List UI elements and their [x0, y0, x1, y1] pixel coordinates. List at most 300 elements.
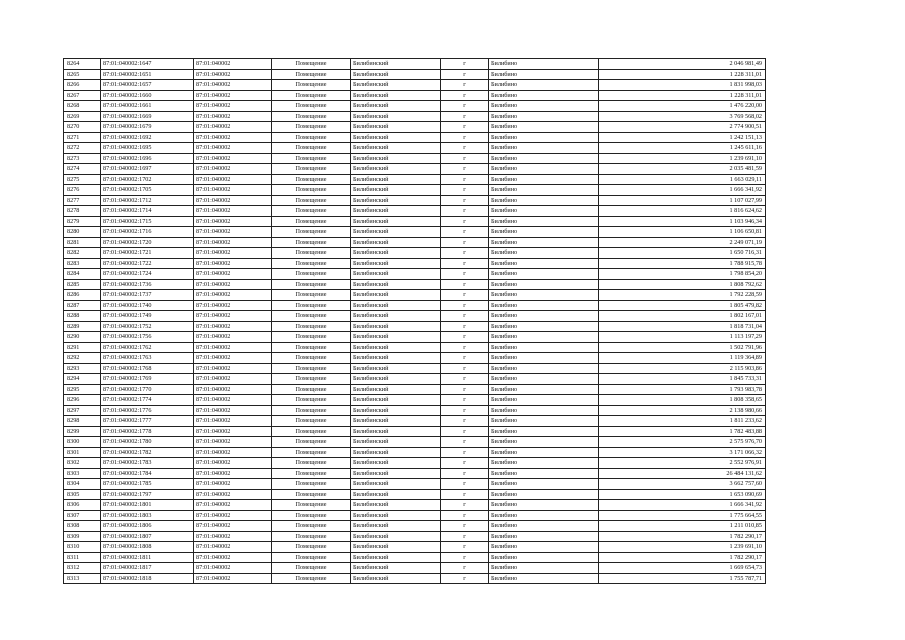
cadastral-number-cell: 87:01:040002:1806	[101, 521, 194, 532]
settlement-name-cell: Билибино	[489, 479, 599, 490]
cadastral-number-cell: 87:01:040002:1780	[101, 437, 194, 448]
cadastral-value-cell: 1 239 691,10	[599, 153, 766, 164]
cadastral-number-cell: 87:01:040002:1752	[101, 321, 194, 332]
row-number-cell: 8288	[64, 311, 101, 322]
object-type-cell: Помещение	[272, 69, 351, 80]
row-number-cell: 8299	[64, 426, 101, 437]
cadastral-quarter-cell: 87:01:040002	[194, 258, 272, 269]
object-type-cell: Помещение	[272, 342, 351, 353]
district-cell: Билибинский	[351, 405, 441, 416]
table-row	[64, 447, 766, 458]
cadastral-quarter-cell: 87:01:040002	[194, 332, 272, 343]
settlement-name-cell: Билибино	[489, 132, 599, 143]
district-cell: Билибинский	[351, 353, 441, 364]
settlement-type-cell: г	[441, 405, 489, 416]
cadastral-number-cell: 87:01:040002:1712	[101, 195, 194, 206]
settlement-type-cell: г	[441, 531, 489, 542]
table-row	[64, 248, 766, 259]
district-cell: Билибинский	[351, 185, 441, 196]
cadastral-value-cell: 1 811 233,62	[599, 416, 766, 427]
cadastral-quarter-cell: 87:01:040002	[194, 279, 272, 290]
object-type-cell: Помещение	[272, 185, 351, 196]
cadastral-quarter-cell: 87:01:040002	[194, 164, 272, 175]
table-row	[64, 164, 766, 175]
settlement-type-cell: г	[441, 258, 489, 269]
district-cell: Билибинский	[351, 416, 441, 427]
settlement-name-cell: Билибино	[489, 101, 599, 112]
cadastral-quarter-cell: 87:01:040002	[194, 447, 272, 458]
row-number-cell: 8280	[64, 227, 101, 238]
object-type-cell: Помещение	[272, 468, 351, 479]
cadastral-number-cell: 87:01:040002:1756	[101, 332, 194, 343]
settlement-type-cell: г	[441, 510, 489, 521]
settlement-type-cell: г	[441, 447, 489, 458]
table-row	[64, 332, 766, 343]
cadastral-value-cell: 1 650 716,31	[599, 248, 766, 259]
cadastral-number-cell: 87:01:040002:1737	[101, 290, 194, 301]
cadastral-quarter-cell: 87:01:040002	[194, 227, 272, 238]
settlement-type-cell: г	[441, 143, 489, 154]
district-cell: Билибинский	[351, 122, 441, 133]
cadastral-value-cell: 2 035 481,59	[599, 164, 766, 175]
district-cell: Билибинский	[351, 290, 441, 301]
row-number-cell: 8284	[64, 269, 101, 280]
district-cell: Билибинский	[351, 132, 441, 143]
cadastral-number-cell: 87:01:040002:1657	[101, 80, 194, 91]
settlement-name-cell: Билибино	[489, 573, 599, 584]
cadastral-value-cell: 1 239 691,10	[599, 542, 766, 553]
cadastral-quarter-cell: 87:01:040002	[194, 80, 272, 91]
row-number-cell: 8270	[64, 122, 101, 133]
district-cell: Билибинский	[351, 311, 441, 322]
table-row	[64, 521, 766, 532]
district-cell: Билибинский	[351, 521, 441, 532]
object-type-cell: Помещение	[272, 300, 351, 311]
settlement-type-cell: г	[441, 153, 489, 164]
table-row	[64, 353, 766, 364]
row-number-cell: 8300	[64, 437, 101, 448]
object-type-cell: Помещение	[272, 258, 351, 269]
table-row	[64, 500, 766, 511]
settlement-type-cell: г	[441, 311, 489, 322]
settlement-name-cell: Билибино	[489, 269, 599, 280]
row-number-cell: 8281	[64, 237, 101, 248]
settlement-type-cell: г	[441, 195, 489, 206]
settlement-type-cell: г	[441, 300, 489, 311]
settlement-name-cell: Билибино	[489, 531, 599, 542]
table-row	[64, 510, 766, 521]
table-row	[64, 552, 766, 563]
cadastral-number-cell: 87:01:040002:1785	[101, 479, 194, 490]
object-type-cell: Помещение	[272, 395, 351, 406]
settlement-name-cell: Билибино	[489, 542, 599, 553]
table-row	[64, 542, 766, 553]
table-row	[64, 416, 766, 427]
cadastral-quarter-cell: 87:01:040002	[194, 101, 272, 112]
district-cell: Билибинский	[351, 510, 441, 521]
cadastral-number-cell: 87:01:040002:1692	[101, 132, 194, 143]
district-cell: Билибинский	[351, 531, 441, 542]
cadastral-quarter-cell: 87:01:040002	[194, 69, 272, 80]
table-row	[64, 258, 766, 269]
district-cell: Билибинский	[351, 426, 441, 437]
object-type-cell: Помещение	[272, 573, 351, 584]
table-row	[64, 216, 766, 227]
object-type-cell: Помещение	[272, 216, 351, 227]
object-type-cell: Помещение	[272, 447, 351, 458]
cadastral-value-cell: 1 242 151,13	[599, 132, 766, 143]
cadastral-quarter-cell: 87:01:040002	[194, 311, 272, 322]
cadastral-number-cell: 87:01:040002:1811	[101, 552, 194, 563]
settlement-type-cell: г	[441, 437, 489, 448]
row-number-cell: 8279	[64, 216, 101, 227]
cadastral-value-cell: 1 669 654,73	[599, 563, 766, 574]
settlement-name-cell: Билибино	[489, 447, 599, 458]
settlement-type-cell: г	[441, 332, 489, 343]
table-row	[64, 489, 766, 500]
table-row	[64, 101, 766, 112]
row-number-cell: 8278	[64, 206, 101, 217]
row-number-cell: 8295	[64, 384, 101, 395]
cadastral-quarter-cell: 87:01:040002	[194, 374, 272, 385]
settlement-name-cell: Билибино	[489, 69, 599, 80]
settlement-type-cell: г	[441, 468, 489, 479]
settlement-type-cell: г	[441, 384, 489, 395]
district-cell: Билибинский	[351, 216, 441, 227]
row-number-cell: 8282	[64, 248, 101, 259]
cadastral-quarter-cell: 87:01:040002	[194, 521, 272, 532]
cadastral-value-cell: 2 575 976,70	[599, 437, 766, 448]
object-type-cell: Помещение	[272, 332, 351, 343]
settlement-name-cell: Билибино	[489, 395, 599, 406]
object-type-cell: Помещение	[272, 143, 351, 154]
cadastral-number-cell: 87:01:040002:1705	[101, 185, 194, 196]
cadastral-number-cell: 87:01:040002:1720	[101, 237, 194, 248]
object-type-cell: Помещение	[272, 321, 351, 332]
cadastral-number-cell: 87:01:040002:1716	[101, 227, 194, 238]
district-cell: Билибинский	[351, 174, 441, 185]
settlement-name-cell: Билибино	[489, 321, 599, 332]
table-row	[64, 563, 766, 574]
settlement-type-cell: г	[441, 321, 489, 332]
settlement-type-cell: г	[441, 90, 489, 101]
cadastral-quarter-cell: 87:01:040002	[194, 510, 272, 521]
district-cell: Билибинский	[351, 164, 441, 175]
district-cell: Билибинский	[351, 59, 441, 70]
cadastral-quarter-cell: 87:01:040002	[194, 59, 272, 70]
cadastral-number-cell: 87:01:040002:1702	[101, 174, 194, 185]
row-number-cell: 8265	[64, 69, 101, 80]
object-type-cell: Помещение	[272, 195, 351, 206]
table-row	[64, 342, 766, 353]
settlement-name-cell: Билибино	[489, 416, 599, 427]
settlement-type-cell: г	[441, 573, 489, 584]
cadastral-quarter-cell: 87:01:040002	[194, 395, 272, 406]
object-type-cell: Помещение	[272, 59, 351, 70]
table-row	[64, 300, 766, 311]
cadastral-value-cell: 1 793 983,78	[599, 384, 766, 395]
cadastral-value-cell: 1 228 311,01	[599, 90, 766, 101]
settlement-name-cell: Билибино	[489, 248, 599, 259]
cadastral-quarter-cell: 87:01:040002	[194, 542, 272, 553]
cadastral-value-cell: 1 798 854,20	[599, 269, 766, 280]
row-number-cell: 8268	[64, 101, 101, 112]
settlement-name-cell: Билибино	[489, 563, 599, 574]
cadastral-number-cell: 87:01:040002:1769	[101, 374, 194, 385]
settlement-type-cell: г	[441, 458, 489, 469]
settlement-name-cell: Билибино	[489, 290, 599, 301]
table-row	[64, 90, 766, 101]
cadastral-number-cell: 87:01:040002:1776	[101, 405, 194, 416]
row-number-cell: 8285	[64, 279, 101, 290]
cadastral-quarter-cell: 87:01:040002	[194, 153, 272, 164]
district-cell: Билибинский	[351, 111, 441, 122]
cadastral-number-cell: 87:01:040002:1722	[101, 258, 194, 269]
district-cell: Билибинский	[351, 237, 441, 248]
settlement-name-cell: Билибино	[489, 153, 599, 164]
row-number-cell: 8301	[64, 447, 101, 458]
table-row	[64, 479, 766, 490]
row-number-cell: 8303	[64, 468, 101, 479]
table-row	[64, 269, 766, 280]
settlement-name-cell: Билибино	[489, 300, 599, 311]
cadastral-value-cell: 1 818 731,04	[599, 321, 766, 332]
settlement-type-cell: г	[441, 216, 489, 227]
district-cell: Билибинский	[351, 489, 441, 500]
cadastral-value-cell: 1 113 197,29	[599, 332, 766, 343]
table-row	[64, 458, 766, 469]
table-row	[64, 321, 766, 332]
cadastral-value-cell: 1 119 364,89	[599, 353, 766, 364]
district-cell: Билибинский	[351, 458, 441, 469]
object-type-cell: Помещение	[272, 458, 351, 469]
cadastral-quarter-cell: 87:01:040002	[194, 468, 272, 479]
district-cell: Билибинский	[351, 69, 441, 80]
settlement-name-cell: Билибино	[489, 143, 599, 154]
cadastral-number-cell: 87:01:040002:1762	[101, 342, 194, 353]
cadastral-value-cell: 1 782 483,88	[599, 426, 766, 437]
table-row	[64, 573, 766, 584]
table-row	[64, 363, 766, 374]
object-type-cell: Помещение	[272, 405, 351, 416]
cadastral-value-cell: 1 808 792,62	[599, 279, 766, 290]
district-cell: Билибинский	[351, 437, 441, 448]
settlement-type-cell: г	[441, 101, 489, 112]
cadastral-quarter-cell: 87:01:040002	[194, 290, 272, 301]
cadastral-number-cell: 87:01:040002:1721	[101, 248, 194, 259]
table-row	[64, 132, 766, 143]
cadastral-value-cell: 1 666 341,92	[599, 500, 766, 511]
object-type-cell: Помещение	[272, 437, 351, 448]
object-type-cell: Помещение	[272, 479, 351, 490]
cadastral-quarter-cell: 87:01:040002	[194, 353, 272, 364]
settlement-name-cell: Билибино	[489, 311, 599, 322]
object-type-cell: Помещение	[272, 227, 351, 238]
object-type-cell: Помещение	[272, 153, 351, 164]
cadastral-value-cell: 2 138 980,66	[599, 405, 766, 416]
cadastral-quarter-cell: 87:01:040002	[194, 248, 272, 259]
cadastral-value-cell: 2 249 071,19	[599, 237, 766, 248]
table-row	[64, 279, 766, 290]
cadastral-value-cell: 1 775 664,55	[599, 510, 766, 521]
row-number-cell: 8283	[64, 258, 101, 269]
object-type-cell: Помещение	[272, 426, 351, 437]
row-number-cell: 8267	[64, 90, 101, 101]
row-number-cell: 8277	[64, 195, 101, 206]
table-row	[64, 468, 766, 479]
cadastral-quarter-cell: 87:01:040002	[194, 111, 272, 122]
cadastral-value-cell: 1 245 611,16	[599, 143, 766, 154]
cadastral-value-cell: 1 845 733,31	[599, 374, 766, 385]
row-number-cell: 8304	[64, 479, 101, 490]
row-number-cell: 8286	[64, 290, 101, 301]
cadastral-quarter-cell: 87:01:040002	[194, 489, 272, 500]
object-type-cell: Помещение	[272, 563, 351, 574]
settlement-name-cell: Билибино	[489, 437, 599, 448]
settlement-name-cell: Билибино	[489, 185, 599, 196]
table-row	[64, 384, 766, 395]
district-cell: Билибинский	[351, 258, 441, 269]
settlement-type-cell: г	[441, 122, 489, 133]
document-page	[63, 58, 766, 584]
cadastral-number-cell: 87:01:040002:1740	[101, 300, 194, 311]
settlement-type-cell: г	[441, 479, 489, 490]
object-type-cell: Помещение	[272, 290, 351, 301]
cadastral-quarter-cell: 87:01:040002	[194, 563, 272, 574]
cadastral-number-cell: 87:01:040002:1660	[101, 90, 194, 101]
district-cell: Билибинский	[351, 468, 441, 479]
table-row	[64, 174, 766, 185]
district-cell: Билибинский	[351, 374, 441, 385]
object-type-cell: Помещение	[272, 164, 351, 175]
settlement-type-cell: г	[441, 174, 489, 185]
row-number-cell: 8264	[64, 59, 101, 70]
row-number-cell: 8274	[64, 164, 101, 175]
cadastral-number-cell: 87:01:040002:1651	[101, 69, 194, 80]
object-type-cell: Помещение	[272, 384, 351, 395]
district-cell: Билибинский	[351, 143, 441, 154]
cadastral-value-cell: 1 502 791,96	[599, 342, 766, 353]
object-type-cell: Помещение	[272, 80, 351, 91]
cadastral-value-cell: 1 107 027,99	[599, 195, 766, 206]
cadastral-quarter-cell: 87:01:040002	[194, 90, 272, 101]
object-type-cell: Помещение	[272, 416, 351, 427]
cadastral-quarter-cell: 87:01:040002	[194, 269, 272, 280]
row-number-cell: 8311	[64, 552, 101, 563]
district-cell: Билибинский	[351, 101, 441, 112]
cadastral-value-cell: 26 484 131,62	[599, 468, 766, 479]
settlement-name-cell: Билибино	[489, 59, 599, 70]
cadastral-number-cell: 87:01:040002:1782	[101, 447, 194, 458]
cadastral-value-cell: 1 788 915,78	[599, 258, 766, 269]
cadastral-value-cell: 1 805 479,82	[599, 300, 766, 311]
object-type-cell: Помещение	[272, 374, 351, 385]
row-number-cell: 8310	[64, 542, 101, 553]
table-row	[64, 69, 766, 80]
cadastral-quarter-cell: 87:01:040002	[194, 143, 272, 154]
cadastral-value-cell: 1 816 624,62	[599, 206, 766, 217]
district-cell: Билибинский	[351, 80, 441, 91]
settlement-type-cell: г	[441, 563, 489, 574]
cadastral-number-cell: 87:01:040002:1679	[101, 122, 194, 133]
table-row	[64, 531, 766, 542]
table-row	[64, 395, 766, 406]
row-number-cell: 8302	[64, 458, 101, 469]
cadastral-number-cell: 87:01:040002:1696	[101, 153, 194, 164]
object-type-cell: Помещение	[272, 353, 351, 364]
table-row	[64, 185, 766, 196]
district-cell: Билибинский	[351, 227, 441, 238]
district-cell: Билибинский	[351, 363, 441, 374]
cadastral-value-cell: 1 802 167,01	[599, 311, 766, 322]
cadastral-value-cell: 1 666 341,92	[599, 185, 766, 196]
cadastral-quarter-cell: 87:01:040002	[194, 300, 272, 311]
cadastral-number-cell: 87:01:040002:1763	[101, 353, 194, 364]
row-number-cell: 8292	[64, 353, 101, 364]
district-cell: Билибинский	[351, 332, 441, 343]
row-number-cell: 8293	[64, 363, 101, 374]
cadastral-value-cell: 1 808 358,65	[599, 395, 766, 406]
settlement-type-cell: г	[441, 542, 489, 553]
cadastral-number-cell: 87:01:040002:1777	[101, 416, 194, 427]
object-type-cell: Помещение	[272, 489, 351, 500]
cadastral-quarter-cell: 87:01:040002	[194, 405, 272, 416]
district-cell: Билибинский	[351, 195, 441, 206]
cadastral-quarter-cell: 87:01:040002	[194, 195, 272, 206]
object-type-cell: Помещение	[272, 269, 351, 280]
district-cell: Билибинский	[351, 563, 441, 574]
settlement-type-cell: г	[441, 342, 489, 353]
cadastral-value-cell: 2 552 976,91	[599, 458, 766, 469]
cadastral-quarter-cell: 87:01:040002	[194, 552, 272, 563]
row-number-cell: 8297	[64, 405, 101, 416]
settlement-type-cell: г	[441, 552, 489, 563]
table-row	[64, 195, 766, 206]
cadastral-quarter-cell: 87:01:040002	[194, 321, 272, 332]
object-type-cell: Помещение	[272, 174, 351, 185]
settlement-type-cell: г	[441, 489, 489, 500]
cadastral-value-cell: 1 663 029,11	[599, 174, 766, 185]
cadastral-quarter-cell: 87:01:040002	[194, 132, 272, 143]
settlement-name-cell: Билибино	[489, 458, 599, 469]
table-row	[64, 80, 766, 91]
object-type-cell: Помещение	[272, 237, 351, 248]
cadastral-quarter-cell: 87:01:040002	[194, 426, 272, 437]
table-row	[64, 311, 766, 322]
cadastral-number-cell: 87:01:040002:1784	[101, 468, 194, 479]
row-number-cell: 8305	[64, 489, 101, 500]
cadastral-quarter-cell: 87:01:040002	[194, 437, 272, 448]
cadastral-number-cell: 87:01:040002:1724	[101, 269, 194, 280]
cadastral-number-cell: 87:01:040002:1770	[101, 384, 194, 395]
settlement-name-cell: Билибино	[489, 374, 599, 385]
settlement-type-cell: г	[441, 374, 489, 385]
settlement-type-cell: г	[441, 290, 489, 301]
table-row	[64, 426, 766, 437]
cadastral-value-cell: 2 046 981,49	[599, 59, 766, 70]
row-number-cell: 8290	[64, 332, 101, 343]
settlement-type-cell: г	[441, 69, 489, 80]
cadastral-quarter-cell: 87:01:040002	[194, 122, 272, 133]
row-number-cell: 8312	[64, 563, 101, 574]
settlement-type-cell: г	[441, 164, 489, 175]
settlement-name-cell: Билибино	[489, 90, 599, 101]
settlement-name-cell: Билибино	[489, 122, 599, 133]
cadastral-value-table	[63, 58, 766, 584]
row-number-cell: 8272	[64, 143, 101, 154]
cadastral-value-cell: 1 476 220,00	[599, 101, 766, 112]
table-row	[64, 143, 766, 154]
